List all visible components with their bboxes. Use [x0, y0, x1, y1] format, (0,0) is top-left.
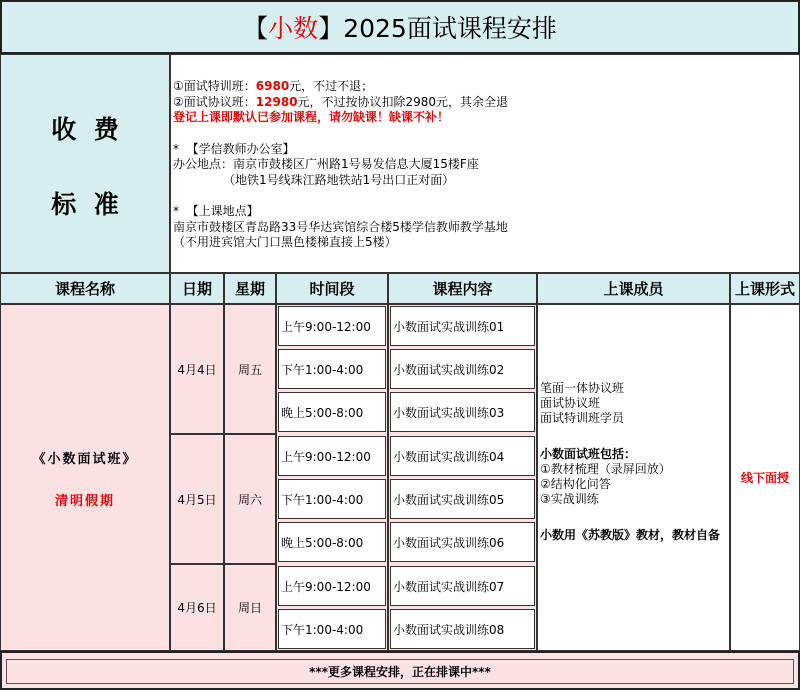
- session-content-7: 小数面试实战训练07: [390, 566, 535, 606]
- office-heading: * 【学信教师办公室】: [173, 141, 295, 156]
- header-time: 时间段: [276, 273, 388, 304]
- format-cell: 线下面授: [730, 304, 800, 651]
- fee-line-training: [173, 79, 799, 95]
- fee-line1-suffix: 元，不过不退；: [289, 79, 374, 93]
- weekday-cell-day1: 周五: [224, 304, 276, 434]
- footer-bar: [0, 651, 800, 690]
- members-item3: ③实战训练: [540, 492, 599, 506]
- members-textbook-note: 小数用《苏教版》教材，教材自备: [540, 528, 721, 542]
- header-content: 课程内容: [388, 273, 537, 304]
- session-time-4: 上午9:00-12:00: [278, 436, 386, 476]
- session-content-4: 小数面试实战训练04: [390, 436, 535, 476]
- members-item1: ①教材梳理（录屏回放）: [540, 462, 671, 476]
- session-time-7: 上午9:00-12:00: [278, 566, 386, 606]
- title-highlight: 小数: [268, 14, 319, 43]
- fee-label-line2: 标 准: [51, 190, 119, 219]
- session-time-6: 晚上5:00-8:00: [278, 522, 386, 562]
- fee-line1-price: 6980: [255, 79, 290, 93]
- fee-line1-prefix: ①面试特训班：: [173, 79, 256, 93]
- fee-details: [170, 54, 800, 273]
- session-content-6: 小数面试实战训练06: [390, 522, 535, 562]
- header-format: 上课形式: [730, 273, 800, 304]
- session-time-5: 下午1:00-4:00: [278, 479, 386, 519]
- session-content-3: 小数面试实战训练03: [390, 392, 535, 432]
- title-rest: 2025面试课程安排: [343, 14, 557, 43]
- date-cell-day3: 4月6日: [170, 564, 224, 651]
- members-line3: 面试特训班学员: [540, 411, 625, 425]
- course-name: 《小数面试班》: [32, 451, 138, 467]
- office-address: 办公地点：南京市鼓楼区广州路1号易发信息大厦15楼F座: [173, 157, 479, 171]
- members-includes-heading: 小数面试班包括：: [540, 447, 637, 461]
- fee-label-cell: [0, 54, 170, 273]
- footer-text: ***更多课程安排，正在排课中***: [6, 659, 794, 684]
- fee-line2-price: 12980: [255, 94, 298, 109]
- session-content-1: 小数面试实战训练01: [390, 306, 535, 346]
- office-directions: （地铁1号线珠江路地铁站1号出口正对面）: [223, 172, 455, 187]
- header-weekday: 星期: [224, 273, 276, 304]
- session-time-1: 上午9:00-12:00: [278, 306, 386, 346]
- class-address: 南京市鼓楼区青岛路33号华达宾馆综合楼5楼学信教师教学基地: [173, 219, 508, 234]
- session-content-5: 小数面试实战训练05: [390, 479, 535, 519]
- header-course-name: 课程名称: [0, 273, 170, 304]
- session-time-8: 下午1:00-4:00: [278, 609, 386, 649]
- weekday-cell-day2: 周六: [224, 434, 276, 564]
- course-name-cell: [0, 304, 170, 651]
- session-content-8: 小数面试实战训练08: [390, 609, 535, 649]
- title-bracket-open: 【: [243, 14, 269, 43]
- fee-label-line1: 收 费: [51, 115, 119, 144]
- title-bracket-close: 】: [318, 14, 344, 43]
- fee-line-agreement: [173, 95, 799, 111]
- header-date: 日期: [170, 273, 224, 304]
- session-content-2: 小数面试实战训练02: [390, 349, 535, 389]
- members-cell: [537, 304, 730, 651]
- fee-notice: 登记上课即默认已参加课程，请勿缺课！缺课不补！: [173, 110, 450, 124]
- weekday-cell-day3: 周日: [224, 564, 276, 651]
- class-directions: （不用进宾馆大门口黑色楼梯直接上5楼）: [173, 235, 397, 249]
- fee-line2-suffix: 元，不过按协议扣除2980元，其余全退: [297, 94, 509, 109]
- date-cell-day1: 4月4日: [170, 304, 224, 434]
- class-heading: * 【上课地点】: [173, 204, 259, 218]
- page-title: [0, 0, 800, 54]
- members-line2: 面试协议班: [540, 396, 601, 410]
- fee-line2-prefix: ②面试协议班：: [173, 94, 256, 109]
- members-item2: ②结构化问答: [540, 477, 611, 491]
- date-cell-day2: 4月5日: [170, 434, 224, 564]
- header-members: 上课成员: [537, 273, 730, 304]
- session-time-2: 下午1:00-4:00: [278, 349, 386, 389]
- course-note: 清明假期: [54, 493, 115, 509]
- members-line1: 笔面一体协议班: [540, 381, 625, 395]
- session-time-3: 晚上5:00-8:00: [278, 392, 386, 432]
